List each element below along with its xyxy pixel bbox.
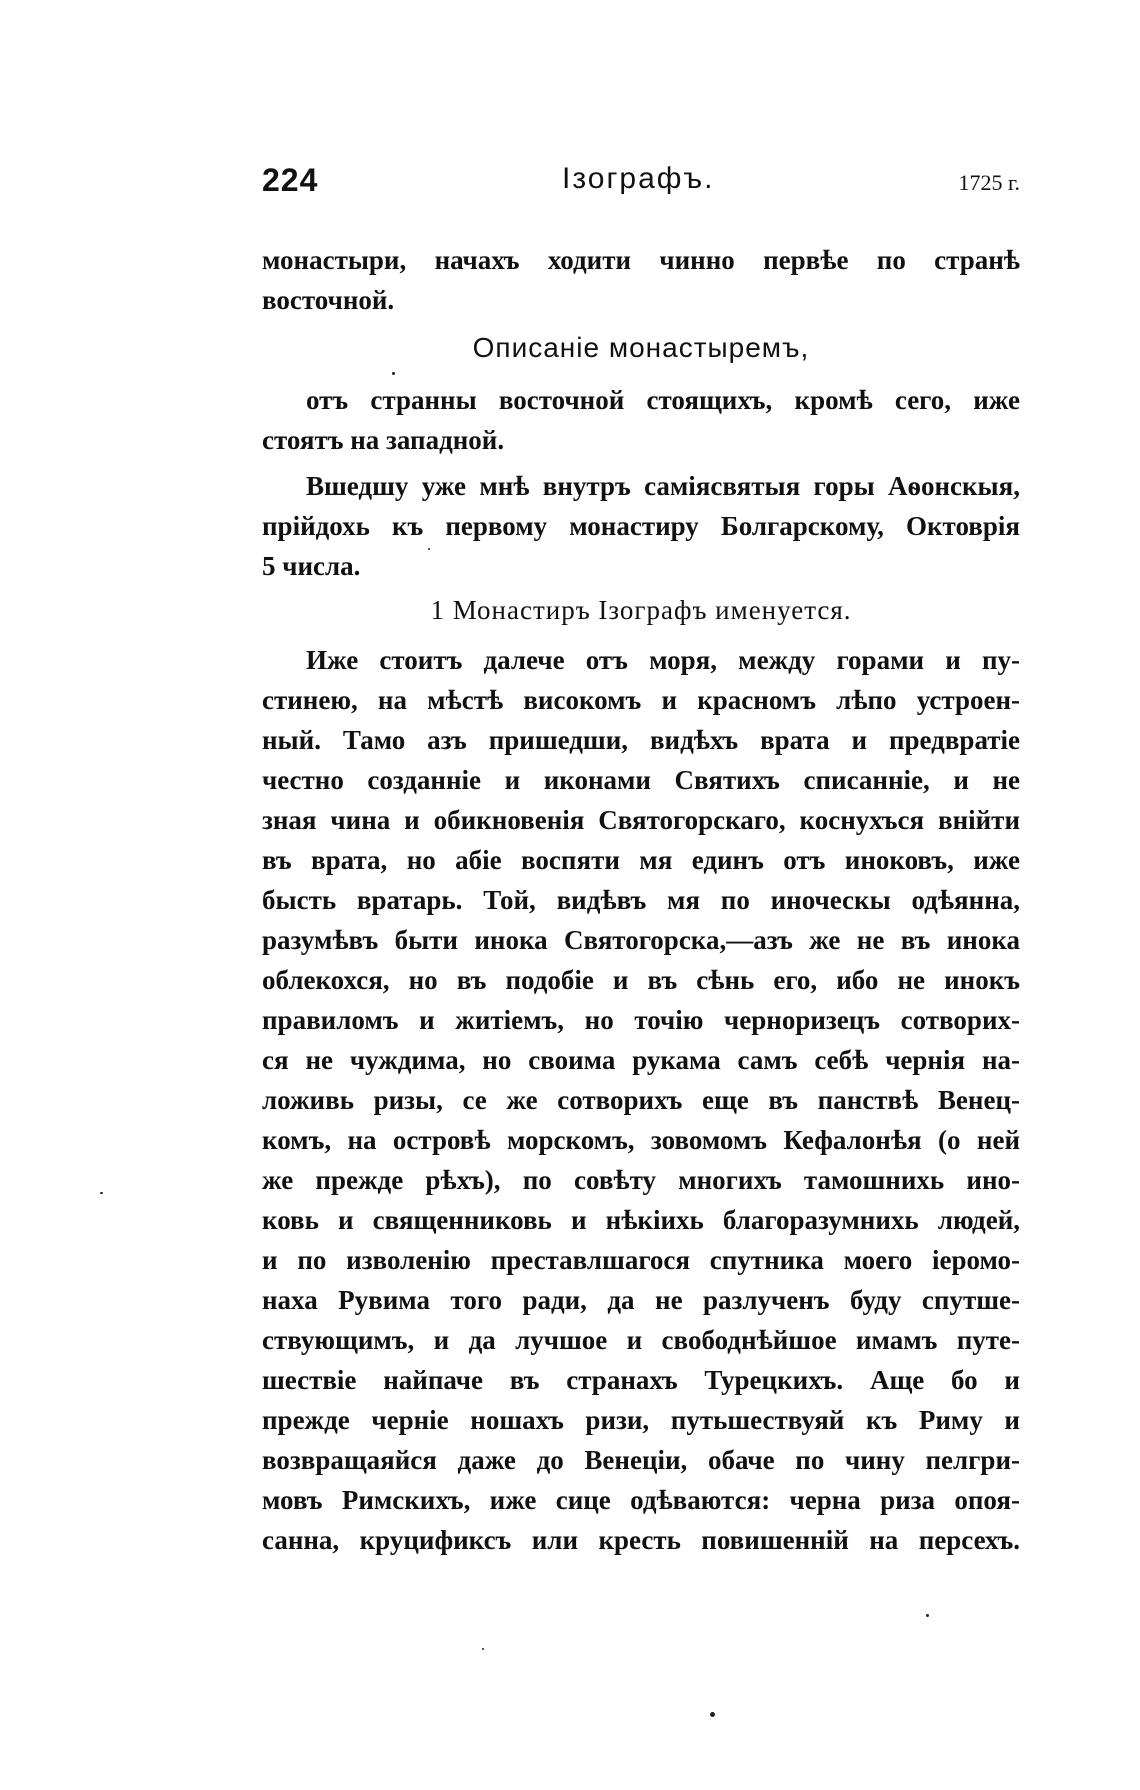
text-line: ложивь ризы, се же сотворихъ еще въ панствѣ Венец- [262,1085,1020,1115]
text-line: Вшедшу уже мнѣ внутръ саміясвятыя горы Аѳонскыя, [306,471,1020,501]
text-line: прежде черніе ношахъ ризи, путьшествуяй къ Риму и [262,1405,1020,1435]
text-line: отъ странны восточной стоящихъ, кромѣ сего, иже [306,385,1020,415]
text-line: комъ, на островѣ морскомъ, зовомомъ Кефалонѣя (о ней [262,1125,1020,1155]
scan-speck [926,1614,929,1617]
text-line: восточной. [262,285,395,315]
running-title: Ізографъ. [562,162,715,195]
text-line: въ врата, но абіе воспяти мя единъ отъ иноковъ, иже [262,845,1020,875]
text-line: мовъ Римскихъ, иже сице одѣваются: черна риза опоя- [262,1485,1020,1515]
text-line: облекохся, но въ подобіе и въ сѣнь его, ибо не инокъ [262,965,1020,995]
page-header [262,162,1020,206]
text-line: монастыри, начахъ ходити чинно первѣе по странѣ [262,245,1020,275]
text-line: и по изволенію преставлшагося спутника моего іеромо- [262,1245,1020,1275]
text-line: прійдохь къ первому монастиру Болгарскому, Октоврія [262,511,1020,541]
year-marker: 1725 г. [958,170,1020,195]
scan-speck [710,1712,715,1717]
monastery-subheading: 1 Монастиръ Ізографъ именуется. [430,595,852,625]
text-line: же прежде рѣхъ), по совѣту многихъ тамошнихь ино- [262,1165,1020,1195]
text-line: ствующимъ, и да лучшое и свободнѣйшое имамъ путе- [262,1325,1020,1355]
text-line: 5 числа. [262,551,361,581]
text-line: ковь и священниковь и нѣкіихь благоразумнихь людей, [262,1205,1020,1235]
scan-speck [392,372,395,375]
text-line: шествіе найпаче въ странахъ Турецкихъ. Аще бо и [262,1365,1020,1395]
text-line: правиломъ и житіемъ, но точію черноризецъ сотворих- [262,1005,1020,1035]
text-line: возвращаяйся даже до Венеціи, обаче по чину пелгри- [262,1445,1020,1475]
scan-speck [100,1192,103,1194]
text-line: стоятъ на западной. [262,425,505,455]
text-line: ный. Тамо азъ пришедши, видѣхъ врата и предвратіе [262,725,1020,755]
text-line: Иже стоитъ далече отъ моря, между горами и пу- [306,645,1020,675]
page-number: 224 [262,162,319,198]
text-line: санна, круцификсъ или кресть повишенній на персехъ. [262,1525,1020,1555]
text-line: честно созданніе и иконами Святихъ списанніе, и не [262,765,1020,795]
section-heading: Описаніе монастыремъ, [472,332,810,363]
text-line: зная чина и обикновенія Святогорскаго, коснухъся внійти [262,805,1020,835]
scan-speck [482,1648,484,1650]
text-line: ся не чуждима, но своима рукама самъ себѣ чернія на- [262,1045,1020,1075]
text-line: разумѣвъ быти инока Святогорска,—азъ же не въ инока [262,925,1020,955]
text-line: стинею, на мѣстѣ високомъ и красномъ лѣпо устроен- [262,685,1020,715]
text-line: бысть вратарь. Той, видѣвъ мя по иноческы одѣянна, [262,885,1020,915]
scan-speck [428,548,430,550]
text-line: наха Рувима того ради, да не разлученъ буду спутше- [262,1285,1020,1315]
